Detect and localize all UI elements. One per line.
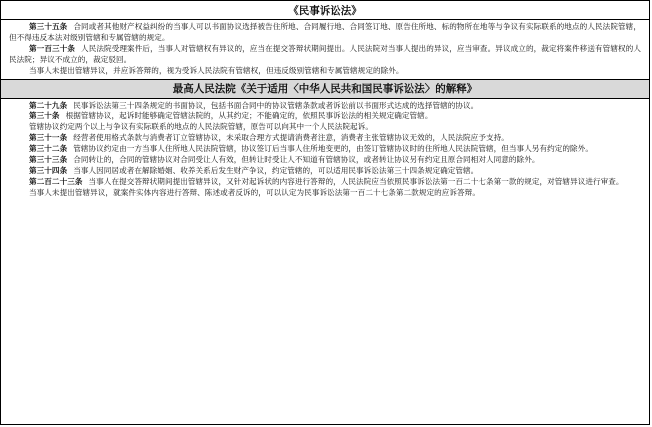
article-text: 管辖协议约定由一方当事人住所地人民法院管辖，协议签订后当事人住所地变更的，由签订管辖协议时的住所地人民法院管辖，但当事人另有约定的除外。 — [73, 144, 593, 154]
article-text: 当事人因同居或者在解除婚姻、收养关系后发生财产争议，约定管辖的，可以适用民事诉讼法第三十四条规定确定管辖。 — [73, 165, 479, 175]
law-paragraph — [9, 122, 641, 133]
law-paragraph — [9, 101, 641, 112]
section1-title: 《民事诉讼法》 — [1, 1, 649, 20]
law-paragraph — [9, 144, 641, 155]
section2-body — [1, 99, 649, 201]
article-number: 第三十四条 — [29, 165, 68, 175]
law-paragraph — [9, 66, 641, 77]
article-text: 人民法院受理案件后，当事人对管辖权有异议的，应当在提交答辩状期间提出。人民法院对当事人提出的异议，应当审查。异议成立的，裁定将案件移送有管辖权的人民法院；异议不成立的，裁定驳回。 — [9, 43, 641, 64]
article-number: 第一百三十条 — [29, 43, 76, 53]
article-text: 当事人未提出管辖异议，并应诉答辩的，视为受诉人民法院有管辖权，但违反级别管辖和专属管辖规定的除外。 — [29, 65, 404, 75]
article-number: 第三十三条 — [29, 155, 68, 165]
article-text: 当事人在提交答辩状期间提出管辖异议，又针对起诉状的内容进行答辩的，人民法院应当依照民事诉讼法第一百二十七条第一款的规定，对管辖异议进行审查。 — [88, 176, 624, 186]
law-paragraph — [9, 111, 641, 122]
law-paragraph — [9, 155, 641, 166]
article-text: 合同或者其他财产权益纠纷的当事人可以书面协议选择被告住所地、合同履行地、合同签订地、原告住所地、标的物所在地等与争议有实际联系的地点的人民法院管辖，但不得违反本法对级别管辖和专属管辖的规定。 — [9, 22, 641, 42]
article-number: 第三十二条 — [29, 144, 68, 154]
law-paragraph — [9, 44, 641, 66]
article-number: 第三十一条 — [29, 133, 68, 143]
article-text: 民事诉讼法第三十四条规定的书面协议，包括书面合同中的协议管辖条款或者诉讼前以书面形式达成的选择管辖的协议。 — [73, 100, 479, 110]
article-text: 根据管辖协议，起诉时能够确定管辖法院的，从其约定；不能确定的，依照民事诉讼法的相关规定确定管辖。 — [65, 111, 433, 121]
article-text: 经营者使用格式条款与消费者订立管辖协议，未采取合理方式提请消费者注意，消费者主张管辖协议无效的，人民法院应予支持。 — [73, 133, 509, 143]
article-text: 管辖协议约定两个以上与争议有实际联系的地点的人民法院管辖，原告可以向其中一个人民法院起诉。 — [29, 122, 373, 132]
law-paragraph — [9, 22, 641, 44]
article-text: 当事人未提出管辖异议，就案件实体内容进行答辩、陈述或者反诉的，可以认定为民事诉讼法第一百二十七条第二款规定的应诉答辩。 — [29, 187, 480, 197]
section1-body — [1, 20, 649, 79]
article-number: 第二十九条 — [29, 100, 68, 110]
article-text: 合同转让的，合同的管辖协议对合同受让人有效，但转让时受让人不知道有管辖协议，或者转让协议另有约定且原合同相对人同意的除外。 — [73, 155, 540, 165]
law-paragraph — [9, 188, 641, 199]
law-paragraph — [9, 177, 641, 188]
article-number: 第三十五条 — [29, 22, 68, 31]
section2-title: 最高人民法院《关于适用〈中华人民共和国民事诉讼法〉的解释》 — [1, 79, 649, 99]
law-paragraph — [9, 166, 641, 177]
article-number: 第二百二十三条 — [29, 176, 83, 186]
article-number: 第三十条 — [29, 111, 60, 121]
law-paragraph — [9, 133, 641, 144]
